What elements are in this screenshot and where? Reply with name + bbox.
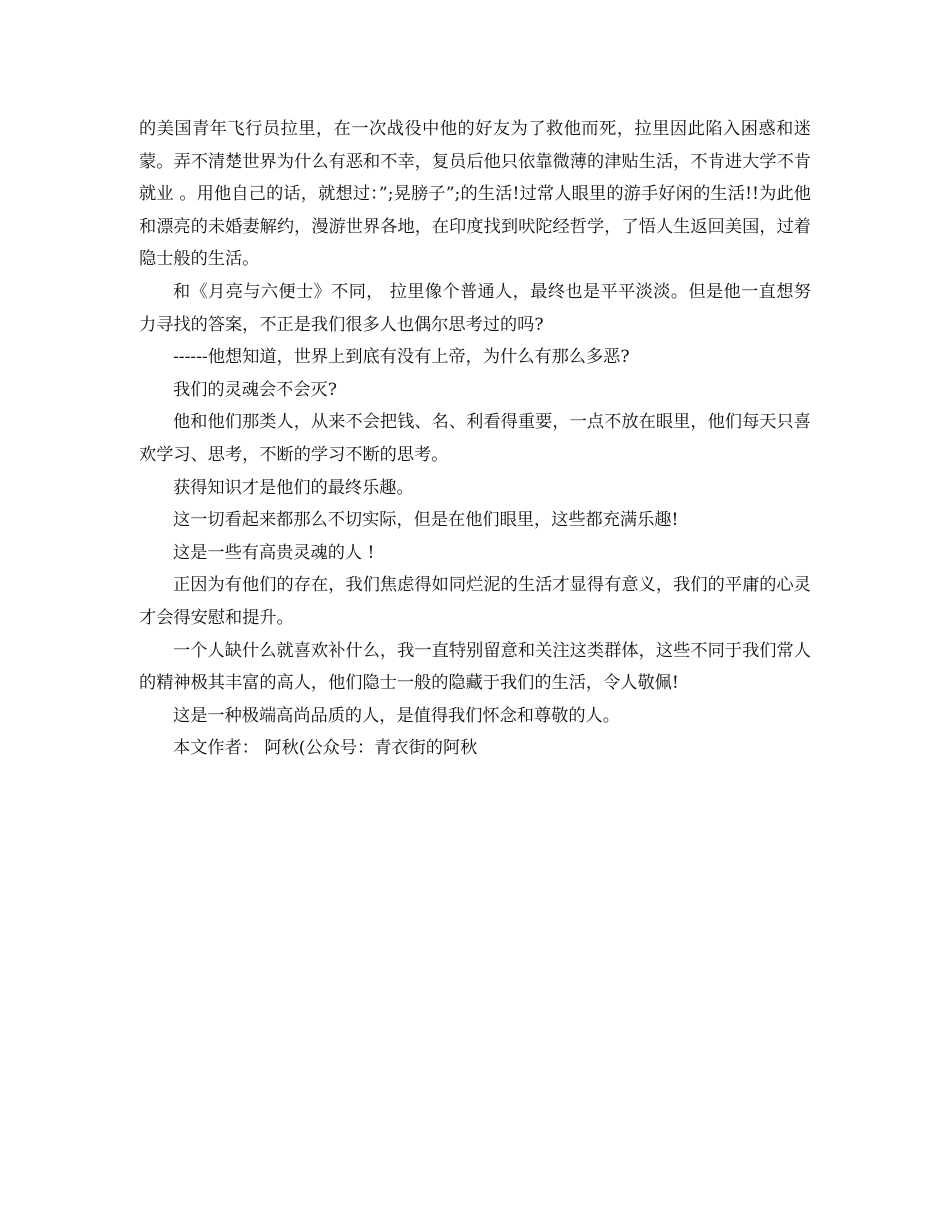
paragraph-3: ------他想知道，世界上到底有没有上帝，为什么有那么多恶? — [173, 347, 630, 368]
author-line: 本文作者： 阿秋(公众号：青衣街的阿秋 — [173, 738, 478, 759]
article-body — [139, 113, 811, 765]
paragraph-6: 获得知识才是他们的最终乐趣。 — [173, 477, 414, 498]
paragraph-11: 这是一种极端高尚品质的人，是值得我们怀念和尊敬的人。 — [173, 705, 620, 726]
paragraph-5: 他和他们那类人，从来不会把钱、名、利看得重要，一点不放在眼里，他们每天只喜欢学习、思考，不断的学习不断的思考。 — [139, 412, 811, 465]
paragraph-1: 的美国青年飞行员拉里，在一次战役中他的好友为了救他而死，拉里因此陷入困惑和迷蒙。弄不清楚世界为什么有恶和不幸，复员后他只依靠微薄的津贴生活，不肯进大学不肯就业 。用他自己的话，就想过：”;晃膀子”;的生活!过常人眼里的游手好闲的生活!!为此他和漂亮的未婚妻解约，漫游世界各地，在印度找到吠陀经哲学，了悟人生返回美国，过着隐士般的生活。 — [139, 119, 811, 270]
paragraph-7: 这一切看起来都那么不切实际，但是在他们眼里，这些都充满乐趣! — [173, 510, 679, 531]
paragraph-10: 一个人缺什么就喜欢补什么，我一直特别留意和关注这类群体，这些不同于我们常人的精神极其丰富的高人，他们隐士一般的隐藏于我们的生活，令人敬佩! — [139, 640, 811, 694]
paragraph-8: 这是一些有高贵灵魂的人 ! — [173, 542, 375, 563]
paragraph-2: 和《月亮与六便士》不同， 拉里像个普通人，最终也是平平淡淡。但是他一直想努力寻找的答案，不正是我们很多人也偶尔思考过的吗? — [139, 281, 811, 335]
paragraph-4: 我们的灵魂会不会灭? — [173, 379, 337, 400]
paragraph-9: 正因为有他们的存在，我们焦虑得如同烂泥的生活才显得有意义，我们的平庸的心灵才会得安慰和提升。 — [139, 575, 811, 628]
